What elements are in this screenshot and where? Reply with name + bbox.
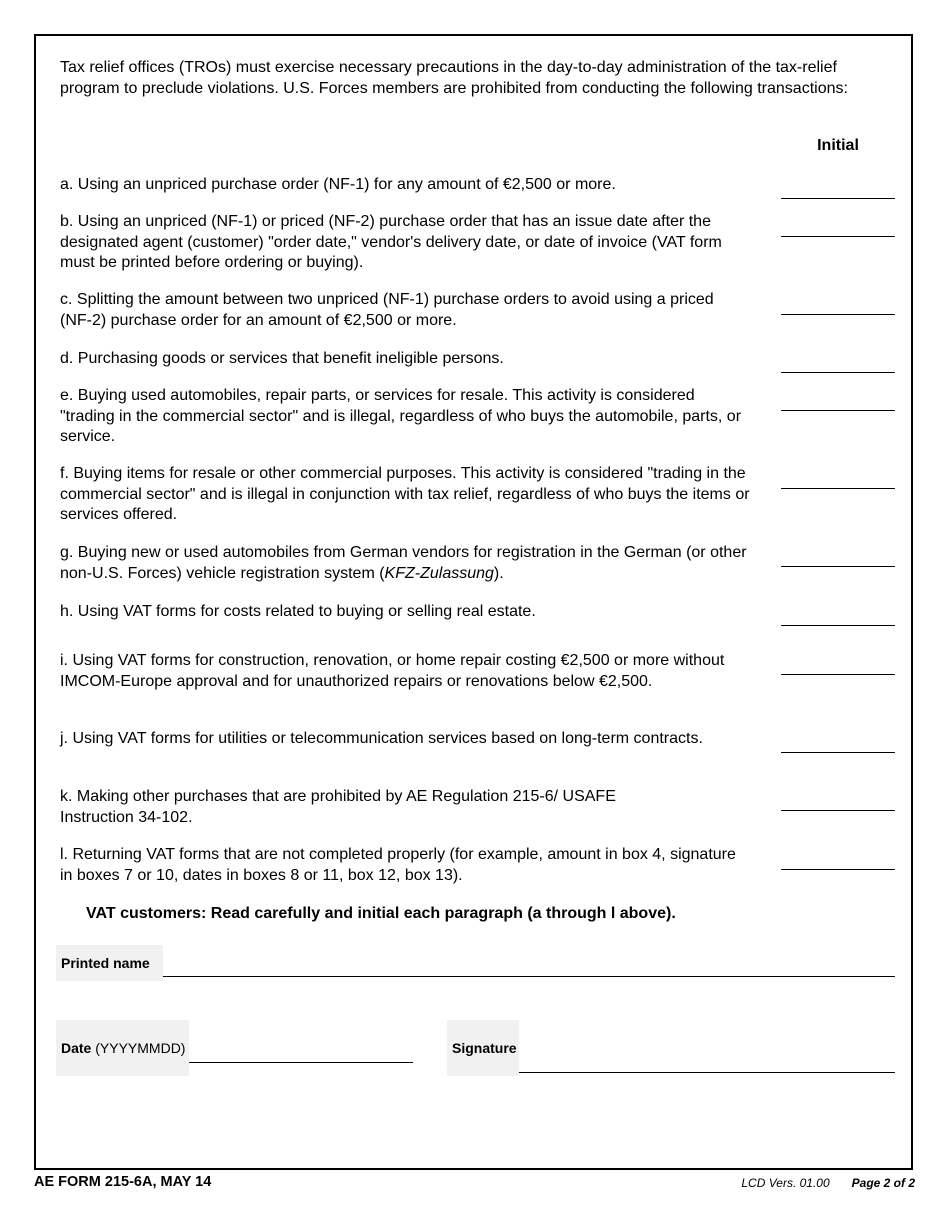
- initial-field-l[interactable]: [781, 869, 895, 870]
- initial-field-e[interactable]: [781, 410, 895, 411]
- initial-field-d[interactable]: [781, 372, 895, 373]
- initial-field-c[interactable]: [781, 314, 895, 315]
- version-text: LCD Vers. 01.00: [741, 1176, 830, 1190]
- initial-field-b[interactable]: [781, 236, 895, 237]
- item-f: f. Buying items for resale or other commercial purposes. This activity is considered "trading in the commercial sector" and is illegal in conjunction with tax relief, regardless of who buys the items or services offered.: [60, 465, 750, 523]
- date-format: (YYYYMMDD): [95, 1040, 186, 1056]
- item-g-end: ).: [493, 564, 504, 582]
- item-a: a. Using an unpriced purchase order (NF-1) for any amount of €2,500 or more.: [60, 176, 616, 193]
- item-h: h. Using VAT forms for costs related to buying or selling real estate.: [60, 603, 536, 620]
- item-l: l. Returning VAT forms that are not completed properly (for example, amount in box 4, signature in boxes 7 or 10, dates in boxes 8 or 11, box 12, box 13).: [60, 846, 736, 884]
- item-c: c. Splitting the amount between two unpriced (NF-1) purchase orders to avoid using a priced (NF-2) purchase order for an amount of €2,500 or more.: [60, 291, 714, 329]
- item-b: b. Using an unpriced (NF-1) or priced (NF-2) purchase order that has an issue date after the designated agent (customer) "order date," vendor's delivery date, or date of invoice (VAT form must be printed before ordering or buying).: [60, 213, 722, 271]
- printed-name-label: [56, 945, 163, 981]
- item-g: [60, 543, 750, 584]
- item-k: k. Making other purchases that are prohibited by AE Regulation 215-6/ USAFE Instruction 34-102.: [60, 788, 616, 826]
- date-field[interactable]: [189, 1062, 413, 1063]
- date-label: [56, 1020, 189, 1076]
- signature-label-text: Signature: [452, 1040, 517, 1056]
- date-label-text: Date: [61, 1040, 92, 1056]
- item-j: j. Using VAT forms for utilities or telecommunication services based on long-term contracts.: [60, 730, 703, 747]
- item-g-italic: KFZ-Zulassung: [384, 564, 494, 582]
- initial-field-a[interactable]: [781, 198, 895, 199]
- item-g-text: g. Buying new or used automobiles from German vendors for registration in the German (or other non-U.S. Forces) vehicle registration system (: [60, 544, 747, 582]
- initial-field-k[interactable]: [781, 810, 895, 811]
- footer-right: [741, 1176, 915, 1190]
- initial-field-i[interactable]: [781, 674, 895, 675]
- item-i: i. Using VAT forms for construction, renovation, or home repair costing €2,500 or more without IMCOM-Europe approval and for unauthorized repairs or renovations below €2,500.: [60, 652, 725, 690]
- initial-column-header: Initial: [817, 137, 859, 154]
- item-e: e. Buying used automobiles, repair parts, or services for resale. This activity is considered "trading in the commercial sector" and is illegal, regardless of who buys the automobile, parts, or service.: [60, 387, 742, 445]
- printed-name-label-text: Printed name: [61, 955, 150, 971]
- intro-paragraph: Tax relief offices (TROs) must exercise necessary precautions in the day-to-day administration of the tax-relief program to preclude violations. U.S. Forces members are prohibited from conducting the following transactions:: [60, 59, 848, 97]
- signature-label: [447, 1020, 519, 1076]
- instruction-text: VAT customers: Read carefully and initial each paragraph (a through l above).: [86, 905, 676, 922]
- form-identifier: AE FORM 215-6A, MAY 14: [34, 1174, 212, 1190]
- initial-field-f[interactable]: [781, 488, 895, 489]
- signature-field[interactable]: [519, 1072, 895, 1073]
- printed-name-field[interactable]: [163, 976, 895, 977]
- initial-field-j[interactable]: [781, 752, 895, 753]
- page-number: Page 2 of 2: [851, 1176, 915, 1190]
- initial-field-h[interactable]: [781, 625, 895, 626]
- initial-field-g[interactable]: [781, 566, 895, 567]
- item-d: d. Purchasing goods or services that benefit ineligible persons.: [60, 350, 504, 367]
